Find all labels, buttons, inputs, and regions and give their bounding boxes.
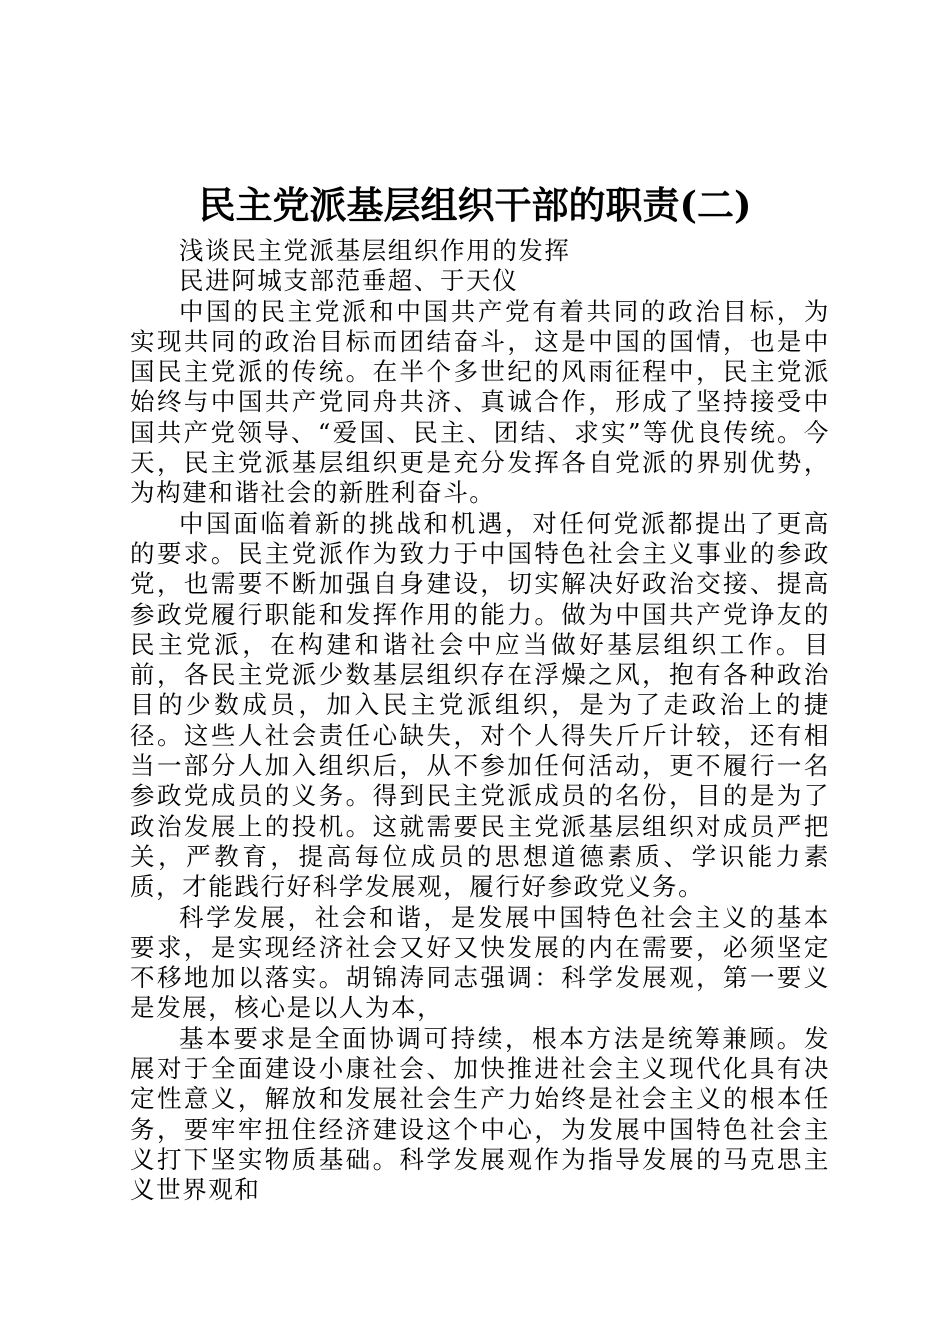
paragraph-4: 基本要求是全面协调可持续，根本方法是统筹兼顾。发展对于全面建设小康社会、加快推进社会主义现代化具有决定性意义，解放和发展社会生产力始终是社会主义的根本任务，要牢牢扭住经济建设这个中心，为发展中国特色社会主义打下坚实物质基础。科学发展观作为指导发展的马克思主义世界观和 xyxy=(130,1023,830,1205)
authors-line: 民进阿城支部范垂超、于天仪 xyxy=(179,266,519,296)
paragraph-1: 中国的民主党派和中国共产党有着共同的政治目标，为实现共同的政治目标而团结奋斗，这是中国的国情，也是中国民主党派的传统。在半个多世纪的风雨征程中，民主党派始终与中国共产党同舟共济、真诚合作，形成了坚持接受中国共产党领导、“爱国、民主、团结、求实”等优良传统。今天，民主党派基层组织更是充分发挥各自党派的界别优势，为构建和谐社会的新胜利奋斗。 xyxy=(130,296,830,508)
document-body xyxy=(130,236,830,1206)
document-title: 民主党派基层组织干部的职责(二) xyxy=(198,183,752,227)
subtitle: 浅谈民主党派基层组织作用的发挥 xyxy=(179,236,571,265)
paragraph-2: 中国面临着新的挑战和机遇，对任何党派都提出了更高的要求。民主党派作为致力于中国特色社会主义事业的参政党，也需要不断加强自身建设，切实解决好政治交接、提高参政党履行职能和发挥作用的能力。做为中国共产党诤友的民主党派，在构建和谐社会中应当做好基层组织工作。目前，各民主党派少数基层组织存在浮燥之风，抱有各种政治目的少数成员，加入民主党派组织，是为了走政治上的捷径。这些人社会责任心缺失，对个人得失斤斤计较，还有相当一部分人加入组织后，从不参加任何活动，更不履行一名参政党成员的义务。得到民主党派成员的名份，目的是为了政治发展上的投机。这就需要民主党派基层组织对成员严把关，严教育，提高每位成员的思想道德素质、学识能力素质，才能践行好科学发展观，履行好参政党义务。 xyxy=(130,508,830,902)
paragraph-3: 科学发展，社会和谐，是发展中国特色社会主义的基本要求，是实现经济社会又好又快发展的内在需要，必须坚定不移地加以落实。胡锦涛同志强调：科学发展观，第一要义是发展，核心是以人为本， xyxy=(130,902,830,1023)
